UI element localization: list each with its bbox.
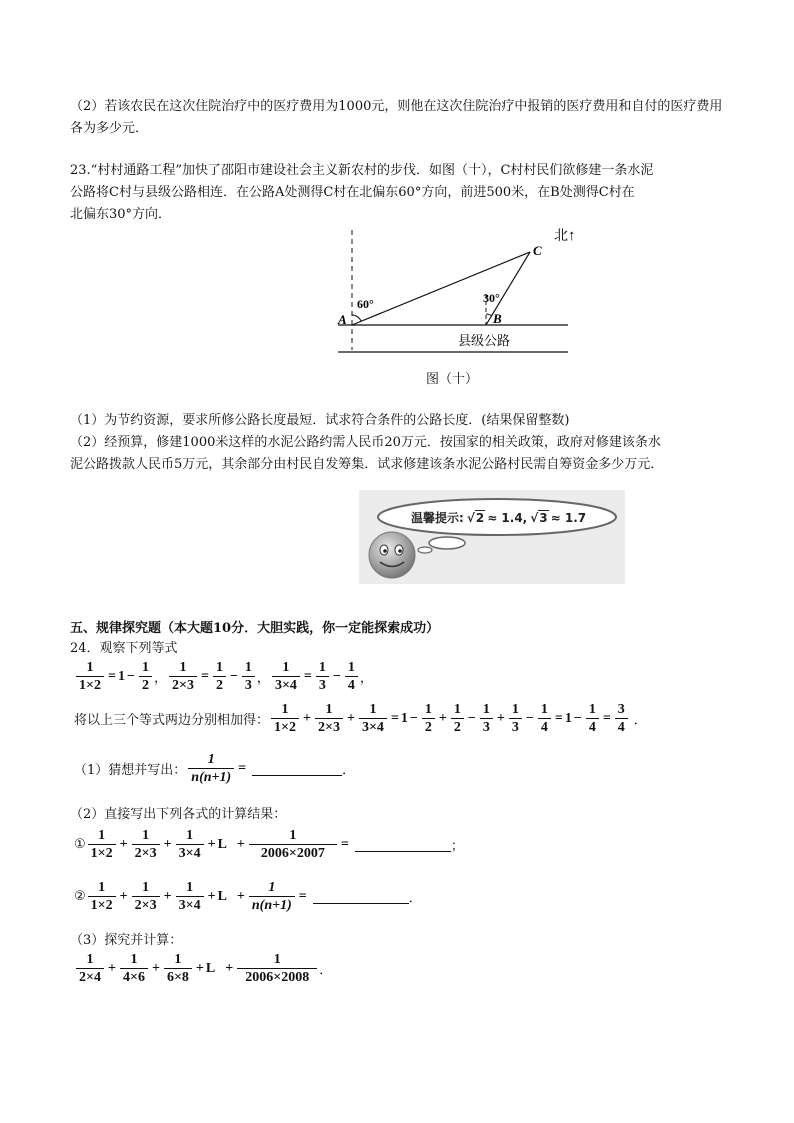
frac-1-over-2: $\frac{1}{2}$ <box>451 702 464 735</box>
label-c: C <box>533 243 542 258</box>
period: ． <box>319 963 333 978</box>
hint-sqrt3: 3 <box>539 511 548 525</box>
minus-sign: − <box>573 710 582 726</box>
plus-sign: + <box>119 888 128 904</box>
frac-1-over-2x3: $\frac{1}{2\times 3}$ <box>132 880 160 913</box>
q23-intro-line1: 23.“村村通路工程”加快了邵阳市建设社会主义新农村的步伐．如图（十），C村村民们欲修建一条水泥 <box>70 163 654 178</box>
label-a: A <box>338 312 347 327</box>
q23-intro-line3: 北偏东30°方向． <box>70 207 172 222</box>
part1-label: （1）猜想并写出： <box>74 763 187 778</box>
frac-1-over-2006x2008: $\frac{1}{2006\times 2008}$ <box>237 952 317 985</box>
equals-sign: = <box>390 710 399 726</box>
term-one: 1 <box>564 710 572 726</box>
answer-blank-part1[interactable] <box>252 761 342 776</box>
ellipsis: L <box>217 836 227 852</box>
hint-approx3: ≈ 1.7 <box>550 510 587 525</box>
equals-sign: = <box>340 836 349 852</box>
term-one: 1 <box>117 668 125 684</box>
comma: ， <box>359 671 373 686</box>
plus-sign: + <box>107 960 116 976</box>
plus-sign: + <box>496 710 505 726</box>
figure-caption: 图（十） <box>426 372 479 387</box>
frac-1-over-2006x2007: $\frac{1}{2006\times 2007}$ <box>249 828 337 861</box>
q23-intro <box>70 160 730 226</box>
period: ． <box>342 763 356 778</box>
period: ． <box>633 713 647 728</box>
frac-1-over-3x4: $\frac{1}{3\times 4}$ <box>176 880 204 913</box>
section5-heading: 五、规律探究题（本大题10分．大胆实践，你一定能探索成功） <box>70 621 440 636</box>
plus-sign: + <box>236 888 245 904</box>
plus-sign: + <box>163 836 172 852</box>
comma: ， <box>256 671 270 686</box>
answer-blank-item2[interactable] <box>313 889 409 904</box>
q23-part2-line1: （2）经预算，修建1000米这样的水泥公路约需人民币20万元．按国家的相关政策，政府对修建该条水 <box>70 435 661 450</box>
hint-text <box>411 509 586 526</box>
sum-equation <box>74 702 647 735</box>
q24-part2-item1 <box>74 828 464 861</box>
smiley-right-pupil <box>398 549 402 553</box>
frac-1-over-4: $\frac{1}{4}$ <box>345 660 358 693</box>
frac-1-over-1x2: $\frac{1}{1\times 2}$ <box>88 880 116 913</box>
equals-sign: = <box>554 710 563 726</box>
angle-arc-b <box>486 314 492 316</box>
label-b: B <box>493 311 502 326</box>
bubble-tail-large <box>429 537 465 549</box>
frac-1-over-2: $\frac{1}{2}$ <box>213 660 226 693</box>
frac-3-over-4: $\frac{3}{4}$ <box>615 702 628 735</box>
angle-arc-a <box>352 315 361 321</box>
equals-sign: = <box>303 668 312 684</box>
frac-1-over-n-n-plus-1: $\frac{1}{n(n+1)}$ <box>249 880 295 913</box>
semicolon: ； <box>450 839 464 854</box>
frac-1-over-4: $\frac{1}{4}$ <box>538 702 551 735</box>
frac-1-over-3: $\frac{1}{3}$ <box>316 660 329 693</box>
plus-sign: + <box>151 960 160 976</box>
frac-1-over-3: $\frac{1}{3}$ <box>509 702 522 735</box>
q23-part2 <box>70 432 730 476</box>
frac-1-over-1x2: $\frac{1}{1\times 2}$ <box>271 702 299 735</box>
frac-1-over-1x2: $\frac{1}{1\times 2}$ <box>88 828 116 861</box>
frac-1-over-3x4: $\frac{1}{3\times 4}$ <box>359 702 387 735</box>
equals-sign: = <box>298 888 307 904</box>
minus-sign: − <box>229 668 238 684</box>
hint-label: 温馨提示: <box>411 511 464 525</box>
sqrt-icon-3: √ <box>530 510 539 525</box>
plus-sign: + <box>225 960 234 976</box>
q24-intro: 24．观察下列等式 <box>70 641 178 656</box>
minus-sign: − <box>467 710 476 726</box>
frac-1-over-3x4: $\frac{1}{3\times 4}$ <box>272 660 300 693</box>
equals-sign: = <box>238 760 247 776</box>
part3-label: （3）探究并计算： <box>70 933 183 948</box>
plus-sign: + <box>346 710 355 726</box>
frac-1-over-2x3: $\frac{1}{2\times 3}$ <box>169 660 197 693</box>
q22-part2-text: （2）若该农民在这次住院治疗中的医疗费用为1000元，则他在这次住院治疗中报销的医疗费用和自付的医疗费用各为多少元． <box>70 99 723 136</box>
period: ． <box>408 891 422 906</box>
minus-sign: − <box>409 710 418 726</box>
circle-one: ① <box>74 837 86 852</box>
hint-approx2: ≈ 1.4, <box>487 510 528 525</box>
label-north: 北 <box>554 229 568 244</box>
angle-label-a: 60° <box>357 297 374 311</box>
minus-sign: − <box>332 668 341 684</box>
frac-1-over-2: $\frac{1}{2}$ <box>139 660 152 693</box>
hint-image <box>359 490 625 584</box>
plus-sign: + <box>438 710 447 726</box>
frac-1-over-4x6: $\frac{1}{4\times 6}$ <box>120 952 148 985</box>
plus-sign: + <box>163 888 172 904</box>
figure-ten-diagram <box>330 222 600 367</box>
segment-ac <box>352 252 530 325</box>
frac-1-over-6x8: $\frac{1}{6\times 8}$ <box>164 952 192 985</box>
q24-part1 <box>74 752 355 785</box>
smiley-face-icon <box>369 532 415 578</box>
comma: ， <box>153 671 167 686</box>
plus-sign: + <box>236 836 245 852</box>
equals-sign: = <box>602 710 611 726</box>
minus-sign: − <box>126 668 135 684</box>
plus-sign: + <box>195 960 204 976</box>
q23-part2-line2: 泥公路拨款人民币5万元，其余部分由村民自发筹集．试求修建该条水泥公路村民需自筹资金多少万元． <box>70 457 664 472</box>
plus-sign: + <box>207 836 216 852</box>
sqrt-icon-2: √ <box>466 510 475 525</box>
hint-sqrt2: 2 <box>475 511 485 525</box>
frac-1-over-1x2: $\frac{1}{1\times 2}$ <box>76 660 104 693</box>
plus-sign: + <box>303 710 311 726</box>
plus-sign: + <box>119 836 128 852</box>
q24-part2-item2 <box>74 880 422 913</box>
frac-1-over-2x3: $\frac{1}{2\times 3}$ <box>315 702 343 735</box>
frac-1-over-n-n-plus-1: $\frac{1}{n(n+1)}$ <box>188 752 234 785</box>
observed-equalities <box>74 660 373 693</box>
hint-bubble-graphic <box>359 490 625 584</box>
sum-intro: 将以上三个等式两边分别相加得： <box>74 713 270 728</box>
frac-1-over-4: $\frac{1}{4}$ <box>586 702 599 735</box>
equals-sign: = <box>200 668 209 684</box>
smiley-left-pupil <box>383 549 387 553</box>
term-one: 1 <box>400 710 408 726</box>
plus-sign: + <box>207 888 216 904</box>
frac-1-over-3: $\frac{1}{3}$ <box>480 702 493 735</box>
frac-1-over-2x4: $\frac{1}{2\times 4}$ <box>76 952 104 985</box>
q23-part1: （1）为节约资源，要求所修公路长度最短．试求符合条件的公路长度．(结果保留整数) <box>70 413 570 428</box>
circle-two: ② <box>74 889 86 904</box>
angle-label-b: 30° <box>483 291 500 305</box>
q23-intro-line2: 公路将C村与县级公路相连．在公路A处测得C村在北偏东60°方向，前进500米，在B处测得C村在 <box>70 185 635 200</box>
road-label: 县级公路 <box>458 333 511 348</box>
ellipsis: L <box>217 888 227 904</box>
frac-1-over-3x4: $\frac{1}{3\times 4}$ <box>176 828 204 861</box>
frac-1-over-3: $\frac{1}{3}$ <box>242 660 255 693</box>
frac-1-over-2: $\frac{1}{2}$ <box>422 702 435 735</box>
q24-part3-expression <box>74 952 332 985</box>
minus-sign: − <box>525 710 534 726</box>
answer-blank-item1[interactable] <box>355 837 451 852</box>
north-arrow-icon: ↑ <box>568 228 576 244</box>
equals-sign: = <box>107 668 116 684</box>
frac-1-over-2x3: $\frac{1}{2\times 3}$ <box>132 828 160 861</box>
part2-label: （2）直接写出下列各式的计算结果： <box>70 807 287 822</box>
ellipsis: L <box>205 960 216 976</box>
bubble-tail-small <box>418 547 432 553</box>
